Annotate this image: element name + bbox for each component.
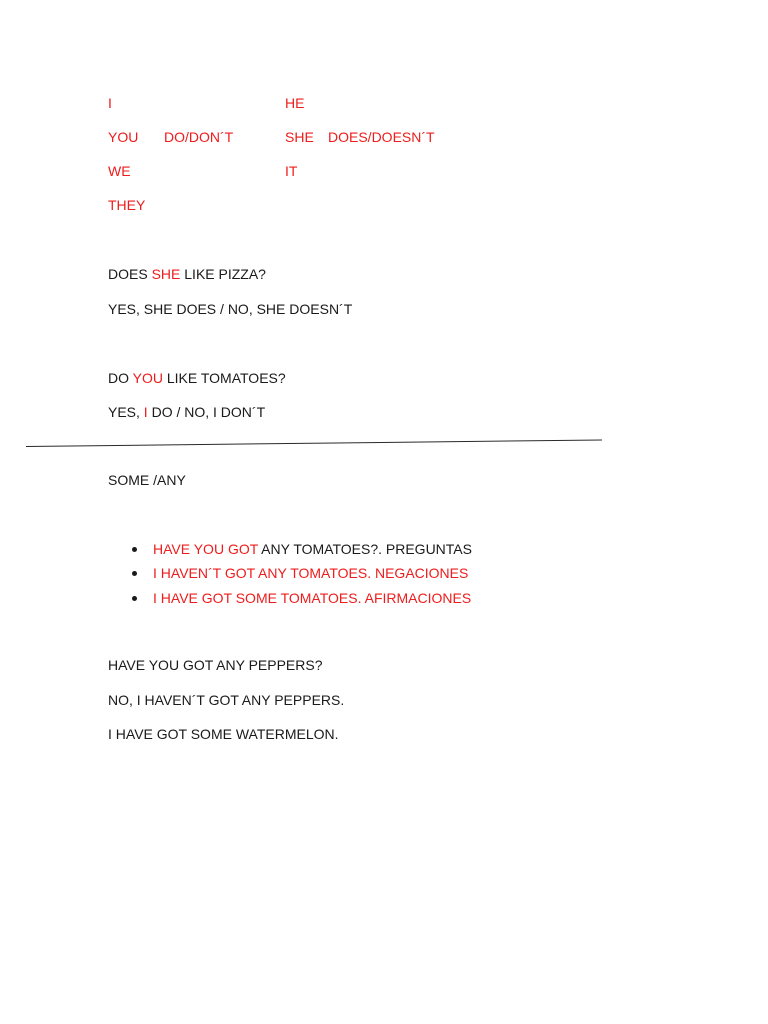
bullet-item-negative: I HAVEN´T GOT ANY TOMATOES. NEGACIONES xyxy=(153,565,469,581)
bullet-dot xyxy=(132,571,137,576)
answer-text-post: DO / NO, I DON´T xyxy=(147,404,266,420)
question-text-pre: DOES xyxy=(108,266,152,282)
question-text-pre: DO xyxy=(108,370,133,386)
question-you-tomatoes xyxy=(108,370,286,386)
example-negative: NO, I HAVEN´T GOT ANY PEPPERS. xyxy=(108,692,345,708)
pronoun-i: I xyxy=(108,95,112,111)
question-she-pizza xyxy=(108,266,266,282)
pronoun-she: SHE xyxy=(285,129,314,145)
question-subject: SHE xyxy=(151,266,181,282)
bullet-item-question xyxy=(153,541,472,557)
pronoun-you: YOU xyxy=(108,129,139,145)
bullet-item-affirmative: I HAVE GOT SOME TOMATOES. AFIRMACIONES xyxy=(153,590,472,606)
pronoun-it: IT xyxy=(285,163,298,179)
question-text-post: LIKE TOMATOES? xyxy=(162,370,286,386)
pronoun-we: WE xyxy=(108,163,131,179)
bullet-dot xyxy=(132,596,137,601)
bullet-rest-text: ANY TOMATOES?. PREGUNTAS xyxy=(258,541,472,557)
answer-subject: I xyxy=(143,404,148,420)
example-question: HAVE YOU GOT ANY PEPPERS? xyxy=(108,657,323,673)
answer-text-pre: YES, xyxy=(108,404,144,420)
section-divider xyxy=(26,439,602,447)
answer-you-tomatoes xyxy=(108,404,265,420)
pronoun-they: THEY xyxy=(108,197,146,213)
example-affirmative: I HAVE GOT SOME WATERMELON. xyxy=(108,726,339,742)
question-subject: YOU xyxy=(132,370,163,386)
answer-she-pizza: YES, SHE DOES / NO, SHE DOESN´T xyxy=(108,301,353,317)
bullet-dot xyxy=(132,547,137,552)
pronoun-he: HE xyxy=(285,95,305,111)
some-any-heading: SOME /ANY xyxy=(108,472,186,488)
question-text-post: LIKE PIZZA? xyxy=(180,266,266,282)
bullet-red-text: HAVE YOU GOT xyxy=(153,541,259,557)
aux-do-dont: DO/DON´T xyxy=(164,129,234,145)
aux-does-doesnt: DOES/DOESN´T xyxy=(328,129,435,145)
